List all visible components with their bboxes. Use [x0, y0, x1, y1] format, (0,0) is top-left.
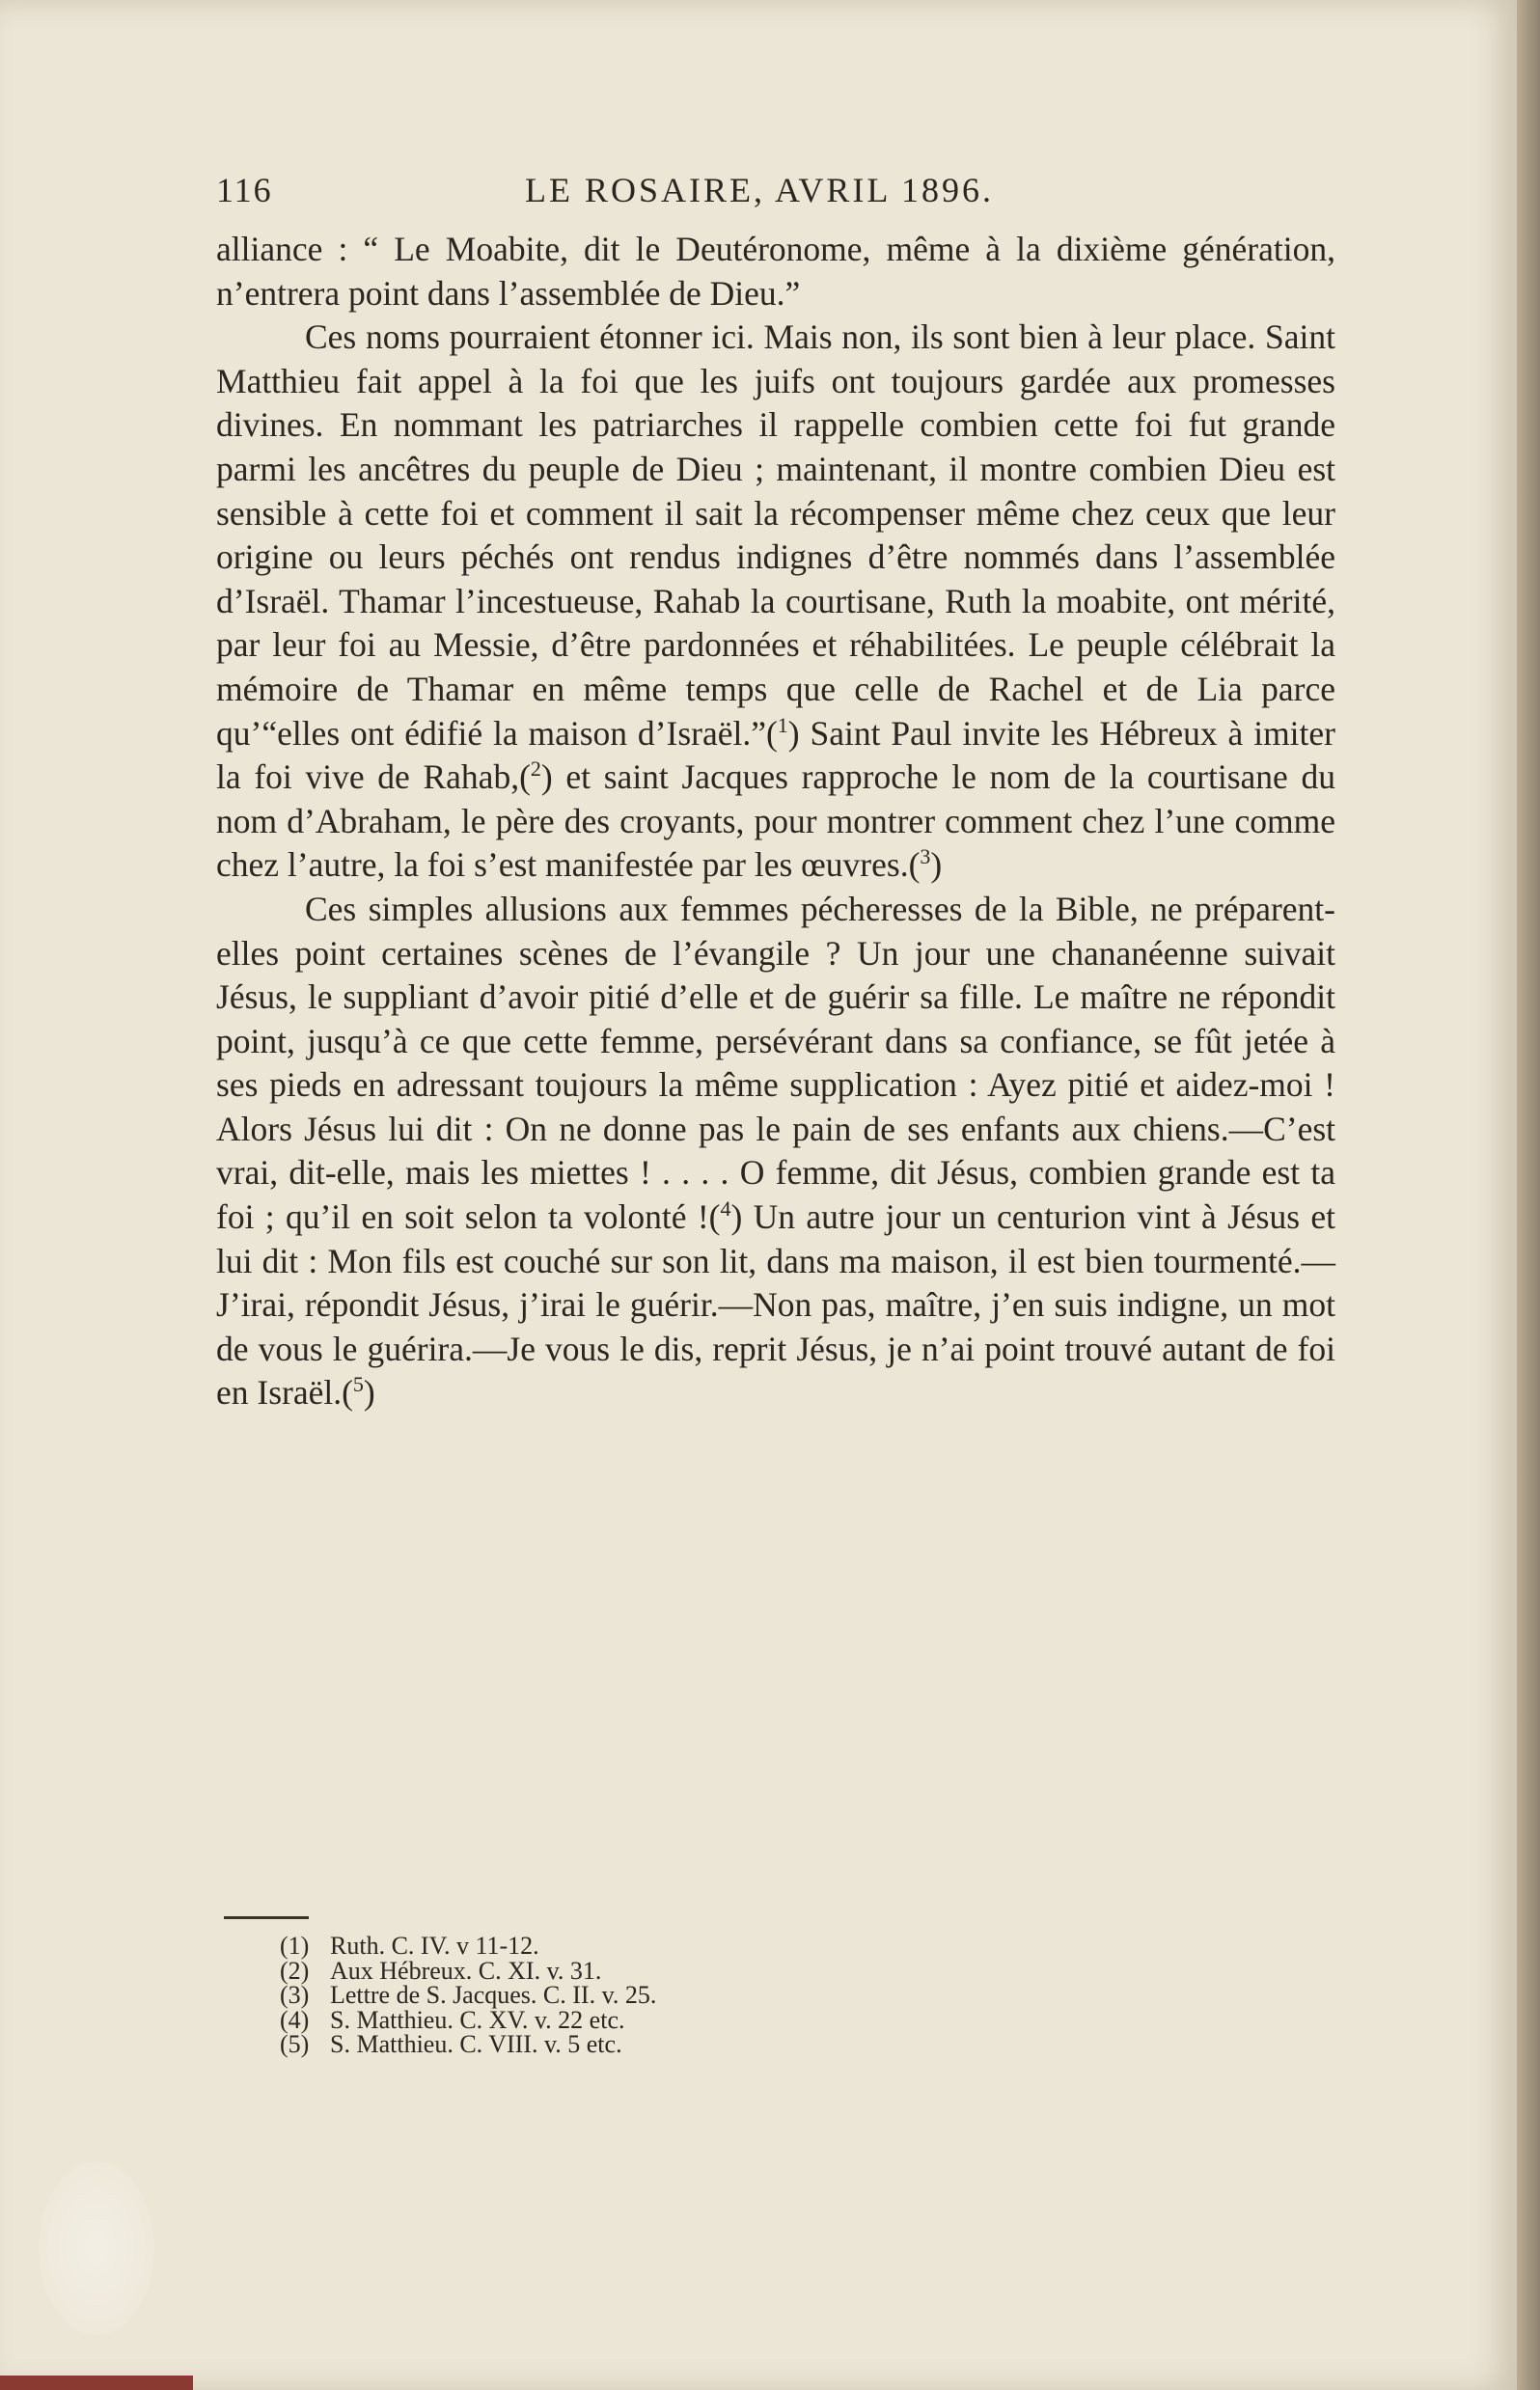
paper-stain [39, 2161, 154, 2335]
paragraph-2-part-a: Ces noms pourraient étonner ici. Mais non, ils sont bien à leur place. Saint Matthieu fait appel à la foi que les juifs ont toujours gardée aux promesses divines. En nommant les patriarches il rappelle combien cette foi fut grande parmi les ancêtres du peuple de Dieu ; maintenant, il montre combien Dieu est sensible à cette foi et comment il sait la récompenser même chez ceux que leur origine ou leurs péchés ont rendus indignes d’être nommés dans l’assemblée d’Israël. Thamar l’incestueuse, Rahab la courtisane, Ruth la moabite, ont mérité, par leur foi au Messie, d’être pardonnées et réhabilitées. Le peuple célébrait la mémoire de Thamar en même temps que celle de Rachel et de Lia parce qu’“elles ont édifié la maison d’Israël.”( [216, 317, 1335, 753]
footnote-text: Aux Hébreux. C. XI. v. 31. [330, 1956, 602, 1985]
paragraph-2 [216, 316, 1335, 888]
page-edge [1517, 0, 1540, 2390]
paragraph-2-part-c: ) et saint Jacques rapproche le nom de la courtisane du nom d’Abraham, le père des croyants, pour montrer comment chez l’une comme chez l’autre, la foi s’est manifestée par les œuvres.( [216, 757, 1335, 885]
footnote-2 [280, 1956, 1148, 1985]
footnote-number: (2) [280, 1956, 310, 1985]
footnote-number: (1) [280, 1932, 310, 1960]
paragraph-3 [216, 888, 1335, 1415]
footnote-marker-1: 1 [777, 712, 788, 737]
footnote-number: (4) [280, 2005, 310, 2034]
binding-edge [0, 2376, 193, 2390]
footnote-1 [280, 1934, 1148, 1959]
running-title: LE ROSAIRE, AVRIL 1896. [525, 171, 995, 209]
footnote-marker-3: 3 [920, 844, 931, 869]
footnotes [280, 1934, 1148, 2057]
footnote-marker-2: 2 [530, 756, 541, 782]
page-number: 116 [216, 171, 273, 209]
footnote-number: (3) [280, 1981, 310, 2010]
paragraph-3-part-a: Ces simples allusions aux femmes pécheresses de la Bible, ne préparent-elles point certaines scènes de l’évangile ? Un jour une chananéenne suivait Jésus, le suppliant d’avoir pitié d’elle et de guérir sa fille. Le maître ne répondit point, jusqu’à ce que cette femme, persévérant dans sa confiance, se fût jetée à ses pieds en adressant toujours la même supplication : Ayez pitié et aidez-moi ! Alors Jésus lui dit : On ne donne pas le pain de ses enfants aux chiens.—C’est vrai, dit-elle, mais les miettes ! . . . . O femme, dit Jésus, combien grande est ta foi ; qu’il en soit selon ta volonté !( [216, 889, 1335, 1237]
footnote-4 [280, 2005, 1148, 2034]
footnote-marker-5: 5 [352, 1372, 364, 1397]
paragraph-3-part-b: ) Un autre jour un centurion vint à Jésus et lui dit : Mon fils est couché sur son lit, dans ma maison, il est bien tourmenté.—J’irai, répondit Jésus, j’irai le guérir.—Non pas, maître, j’en suis indigne, un mot de vous le guérira.—Je vous le dis, reprit Jésus, je n’ai point trouvé autant de foi en Israël.( [216, 1197, 1335, 1413]
paragraph-2-part-b: ) Saint Paul invite les Hébreux à imiter la foi vive de Rahab,( [216, 713, 1335, 797]
body-text [216, 228, 1335, 1415]
paragraph-2-part-d: ) [930, 845, 943, 885]
footnote-number: (5) [280, 2030, 310, 2059]
footnote-text: Lettre de S. Jacques. C. II. v. 25. [330, 1981, 657, 2010]
running-head [216, 170, 1335, 212]
footnote-rule [224, 1916, 309, 1919]
footnote-marker-4: 4 [720, 1196, 731, 1222]
paragraph-3-part-c: ) [363, 1373, 375, 1413]
footnote-5 [280, 2032, 1148, 2057]
footnote-3 [280, 1983, 1148, 2008]
footnote-text: Ruth. C. IV. v 11-12. [330, 1932, 539, 1960]
footnote-text: S. Matthieu. C. VIII. v. 5 etc. [330, 2030, 622, 2059]
footnote-text: S. Matthieu. C. XV. v. 22 etc. [330, 2005, 625, 2034]
paragraph-1: alliance : “ Le Moabite, dit le Deutéronome, même à la dixième génération, n’entrera point dans l’assemblée de Dieu.” [216, 230, 1335, 313]
